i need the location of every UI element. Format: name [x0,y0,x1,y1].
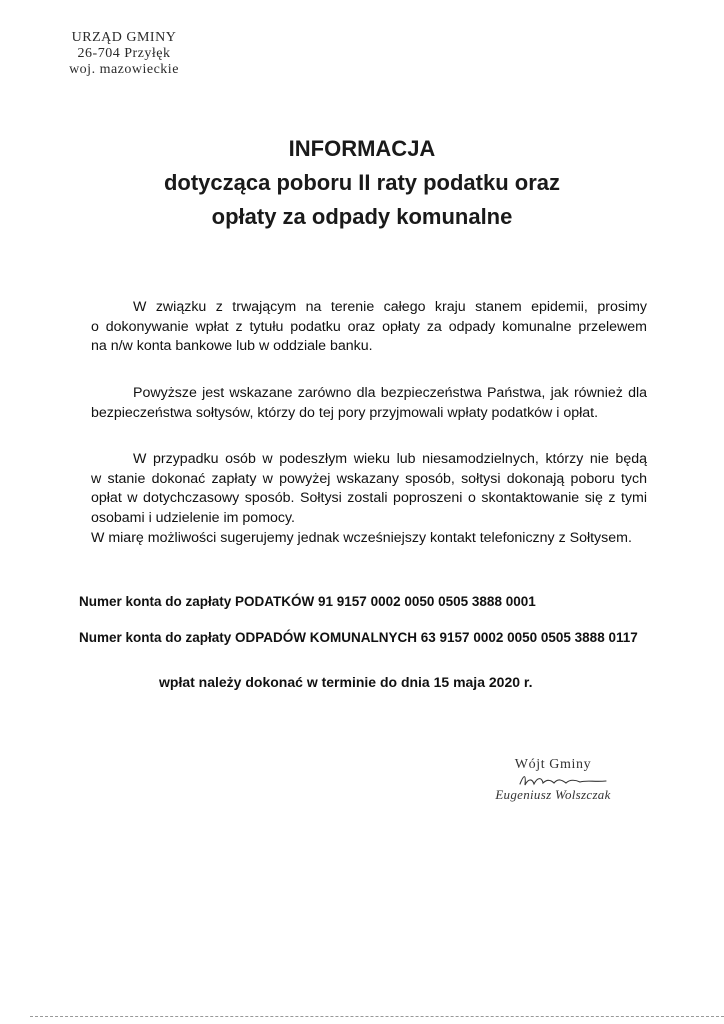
stamp-office-name: URZĄD GMINY [71,30,177,45]
paragraph-line: Powyższe jest wskazane zarówno dla bezpieczeństwa Państwa, jak również dla [133,385,647,401]
payment-deadline: wpłat należy dokonać w terminie do dnia 15 maja 2020 r. [159,674,533,690]
handwritten-signature [516,770,612,790]
document-subtitle-line1: dotycząca poboru II raty podatku oraz [163,170,561,195]
paragraph-line: w stanie dokonać zapłaty w powyżej wskazany sposób, sołtysi dokonają poboru tych [91,470,647,487]
document-subtitle-line2: opłaty za odpady komunalne [211,204,513,229]
signatory-title: Wójt Gminy [514,757,592,772]
stamp-region: woj. mazowieckie [69,62,179,77]
paragraph-contact [91,529,647,549]
document-title: INFORMACJA [288,136,436,161]
stamp-address: 26-704 Przyłęk [77,46,171,61]
paragraph-line: bezpieczeństwa sołtysów, którzy do tej pory przyjmowali wpłaty podatków i opłat. [91,404,599,421]
paragraph-epidemic [91,298,647,357]
signatory-name: Eugeniusz Wolszczak [495,787,611,802]
waste-account-number: Numer konta do zapłaty ODPADÓW KOMUNALNYCH 63 9157 0002 0050 0505 3888 0117 [79,630,638,645]
paragraph-line: opłat w dotychczasowy sposób. Sołtysi zostali poproszeni o skontaktowanie się z tymi [91,490,647,506]
paragraph-safety [91,384,647,423]
office-stamp [54,30,194,78]
tax-account-number: Numer konta do zapłaty PODATKÓW 91 9157 0002 0050 0505 3888 0001 [79,594,536,609]
paragraph-elderly [91,450,647,528]
paragraph-line: W przypadku osób w podeszłym wieku lub niesamodzielnych, którzy nie będą [133,451,647,467]
paragraph-line: o dokonywanie wpłat z tytułu podatku oraz opłaty za odpady komunalne przelewem [91,318,647,335]
paragraph-line: na n/w konta bankowe lub w oddziale banku. [91,338,373,354]
paragraph-line: W związku z trwającym na terenie całego kraju stanem epidemii, prosimy [133,299,647,315]
paragraph-line: osobami i udzielenie im pomocy. [91,509,295,526]
paragraph-line: W miarę możliwości sugerujemy jednak wcześniejszy kontakt telefoniczny z Sołtysem. [91,530,632,546]
page-bottom-edge [30,1016,724,1018]
